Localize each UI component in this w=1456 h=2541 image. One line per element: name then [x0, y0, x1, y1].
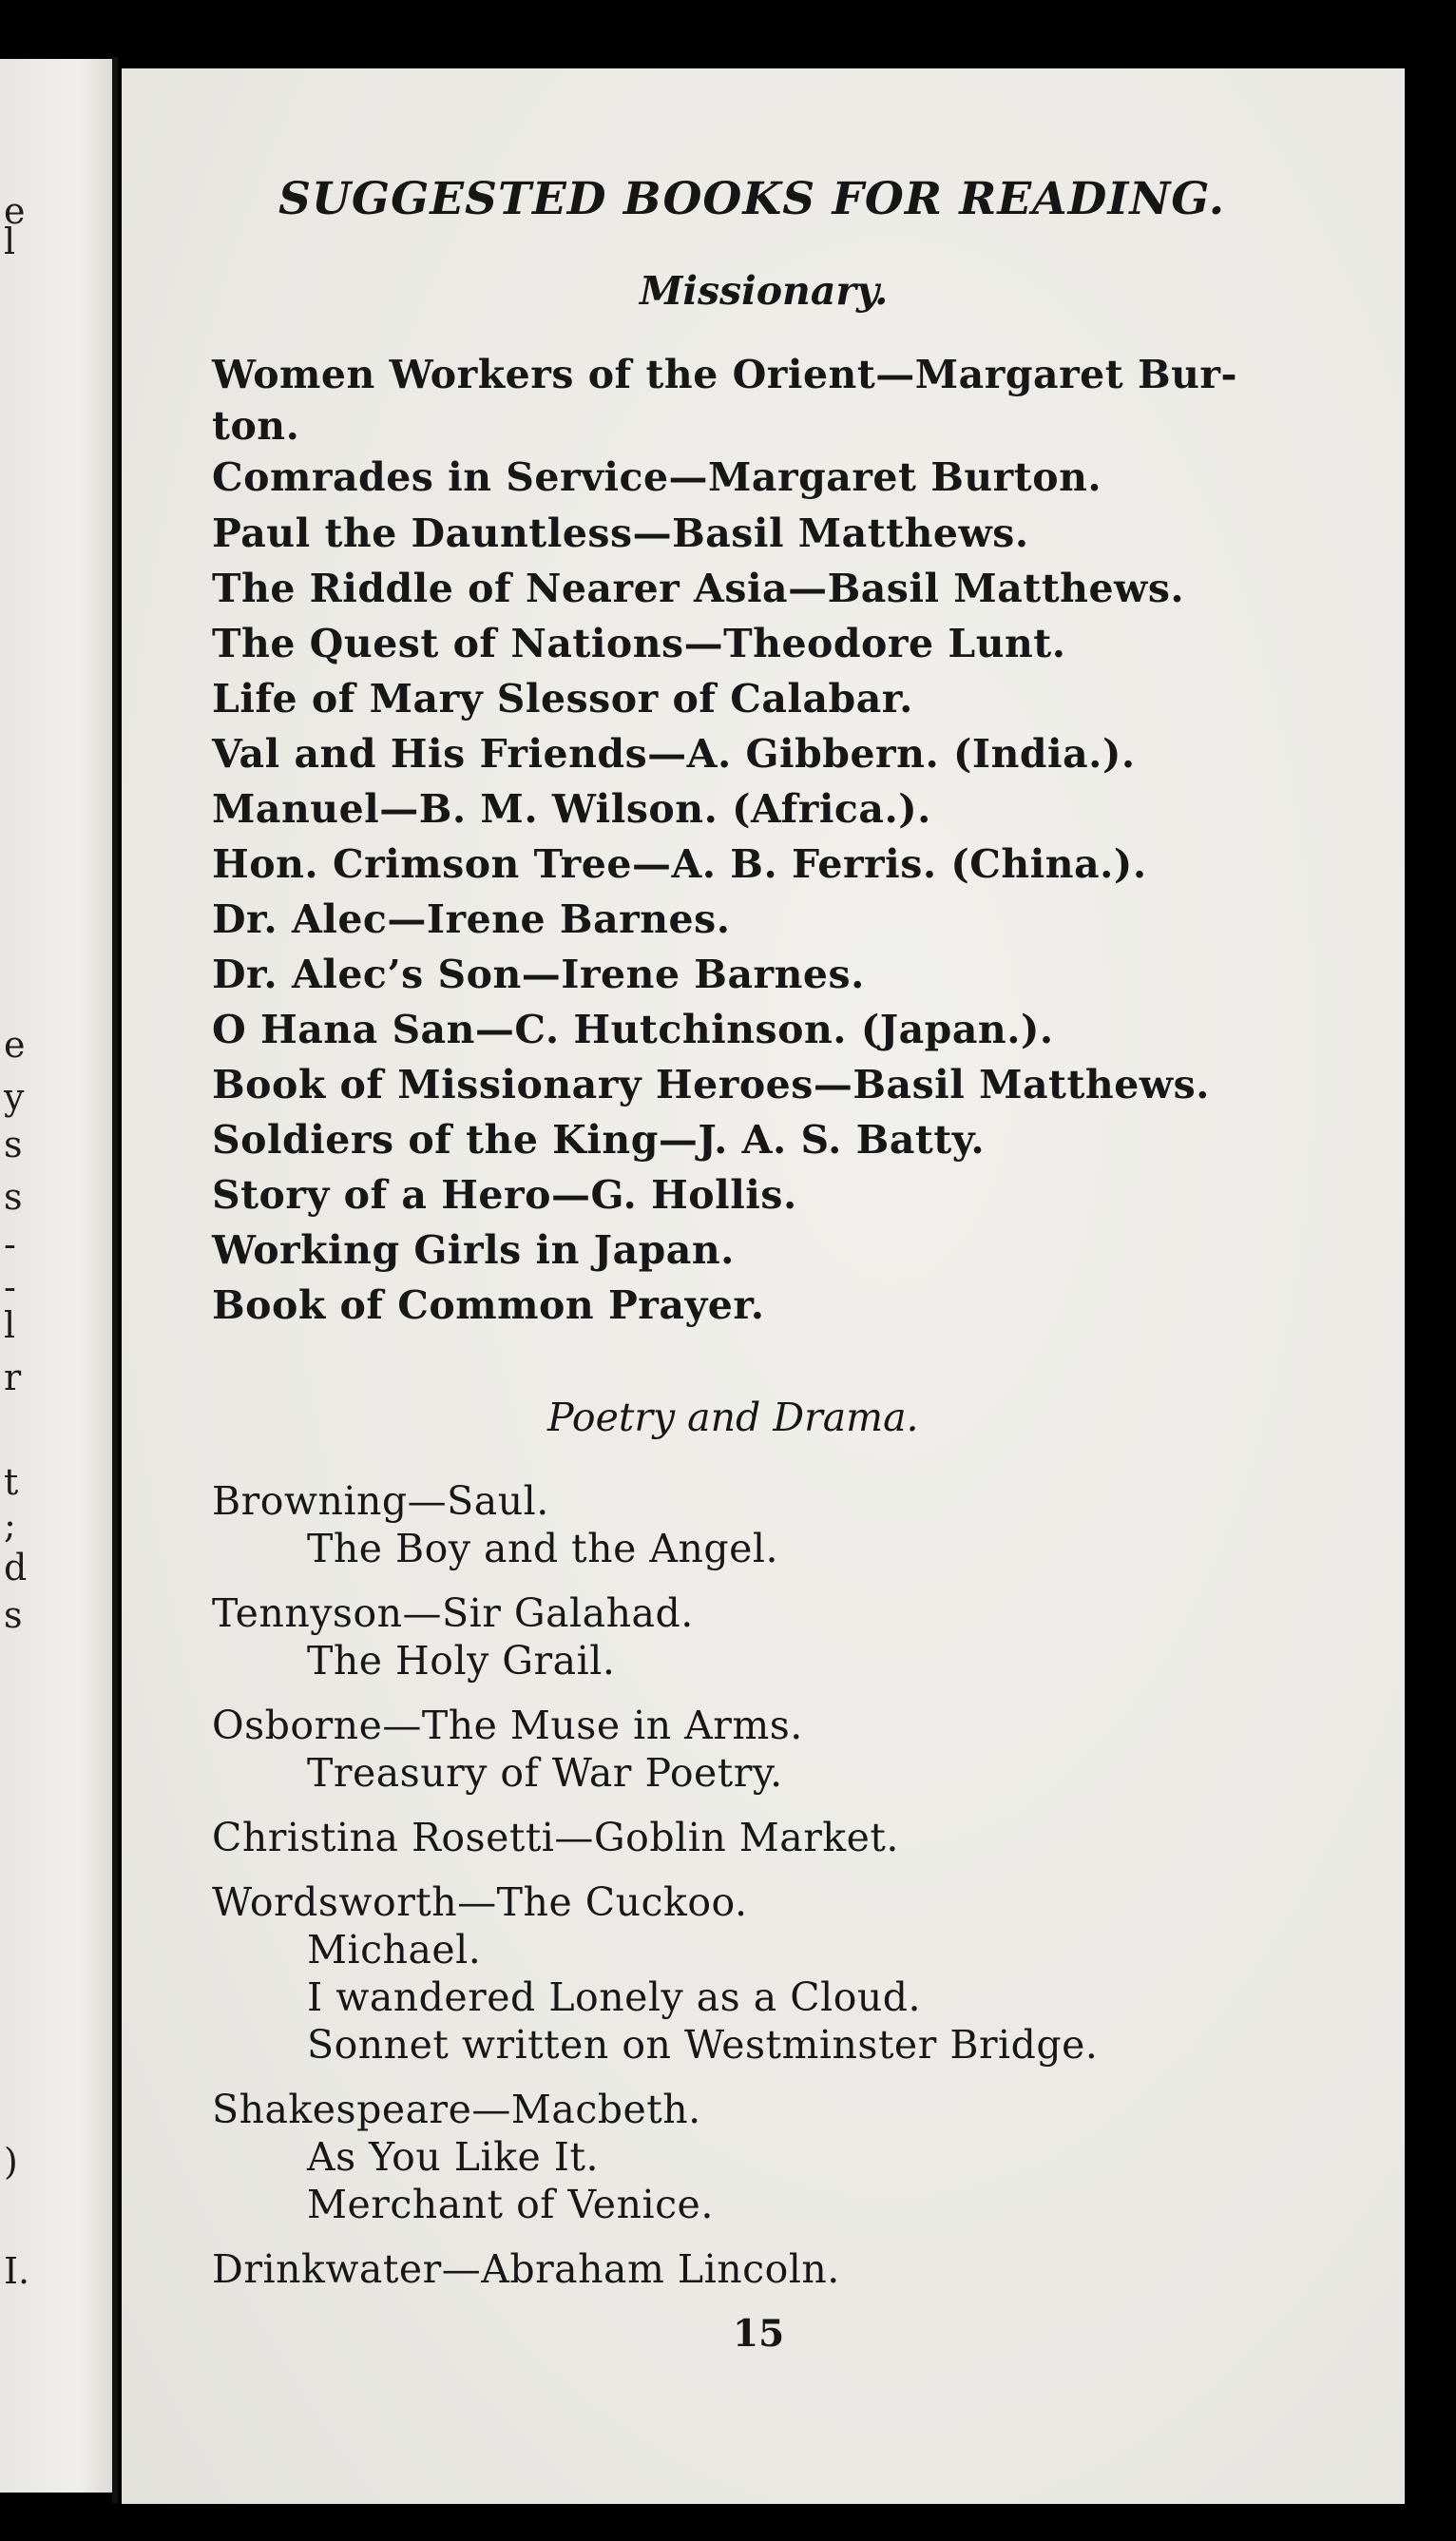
book-entry: Merchant of Venice.	[307, 2182, 714, 2227]
section-heading-missionary: Missionary.	[640, 268, 889, 314]
book-entry: Life of Mary Slessor of Calabar.	[212, 676, 913, 722]
facing-page-fragment: I.	[4, 2250, 30, 2292]
facing-page-edge	[0, 59, 112, 2493]
book-entry: The Boy and the Angel.	[307, 1526, 779, 1571]
book-entry: The Holy Grail.	[307, 1638, 616, 1684]
book-entry: Drinkwater—Abraham Lincoln.	[212, 2246, 840, 2292]
facing-page-fragment: -	[4, 1266, 16, 1308]
book-entry: Christina Rosetti—Goblin Market.	[212, 1815, 899, 1860]
page-number: 15	[733, 2312, 785, 2356]
book-entry: Sonnet written on Westminster Bridge.	[307, 2022, 1099, 2068]
facing-page-fragment: y	[4, 1076, 25, 1118]
facing-page-fragment: l	[4, 1304, 16, 1346]
book-entry: Shakespeare—Macbeth.	[212, 2087, 701, 2132]
book-entry: O Hana San—C. Hutchinson. (Japan.).	[212, 1007, 1054, 1052]
book-entry: Val and His Friends—A. Gibbern. (India.).	[212, 731, 1136, 777]
book-entry: Soldiers of the King—J. A. S. Batty.	[212, 1117, 986, 1163]
book-entry: Book of Missionary Heroes—Basil Matthews.	[212, 1062, 1210, 1107]
page-title: SUGGESTED BOOKS FOR READING.	[278, 173, 1226, 225]
book-entry: Working Girls in Japan.	[212, 1227, 735, 1273]
book-page	[122, 68, 1405, 2504]
book-entry: Hon. Crimson Tree—A. B. Ferris. (China.).	[212, 841, 1147, 887]
book-entry: Dr. Alec’s Son—Irene Barnes.	[212, 952, 865, 997]
book-entry: Comrades in Service—Margaret Burton.	[212, 454, 1102, 500]
book-entry: Browning—Saul.	[212, 1478, 549, 1524]
facing-page-fragment: e	[4, 1024, 26, 1066]
facing-page-fragment: )	[4, 2141, 18, 2183]
facing-page-fragment: s	[4, 1176, 23, 1218]
facing-page-fragment: r	[4, 1357, 22, 1398]
page-gutter	[112, 57, 118, 2503]
book-entry: Treasury of War Poetry.	[307, 1750, 783, 1796]
book-entry: As You Like It.	[307, 2134, 599, 2180]
book-entry: Story of a Hero—G. Hollis.	[212, 1172, 797, 1218]
book-entry: Dr. Alec—Irene Barnes.	[212, 896, 731, 942]
facing-page-fragment: s	[4, 1594, 23, 1636]
facing-page-fragment: e	[4, 190, 26, 232]
book-entry: The Quest of Nations—Theodore Lunt.	[212, 621, 1066, 666]
facing-page-fragment: s	[4, 1124, 23, 1165]
facing-page-fragment: t	[4, 1461, 19, 1503]
book-entry: ton.	[212, 403, 300, 449]
facing-page-fragment: d	[4, 1547, 28, 1588]
section-heading-poetry-drama: Poetry and Drama.	[547, 1395, 919, 1440]
book-entry: Manuel—B. M. Wilson. (Africa.).	[212, 786, 931, 832]
facing-page-fragment: -	[4, 1223, 16, 1265]
book-entry: Wordsworth—The Cuckoo.	[212, 1879, 748, 1925]
book-entry: Women Workers of the Orient—Margaret Bur-	[212, 352, 1238, 397]
book-entry: The Riddle of Nearer Asia—Basil Matthews.	[212, 566, 1185, 611]
book-entry: Tennyson—Sir Galahad.	[212, 1590, 694, 1636]
facing-page-fragment: ;	[4, 1504, 16, 1546]
facing-page-fragment: l	[4, 221, 16, 262]
book-entry: Book of Common Prayer.	[212, 1282, 765, 1328]
book-entry: Michael.	[307, 1927, 482, 1973]
book-entry: Paul the Dauntless—Basil Matthews.	[212, 510, 1029, 556]
book-entry: Osborne—The Muse in Arms.	[212, 1703, 803, 1748]
book-entry: I wandered Lonely as a Cloud.	[307, 1974, 922, 2020]
